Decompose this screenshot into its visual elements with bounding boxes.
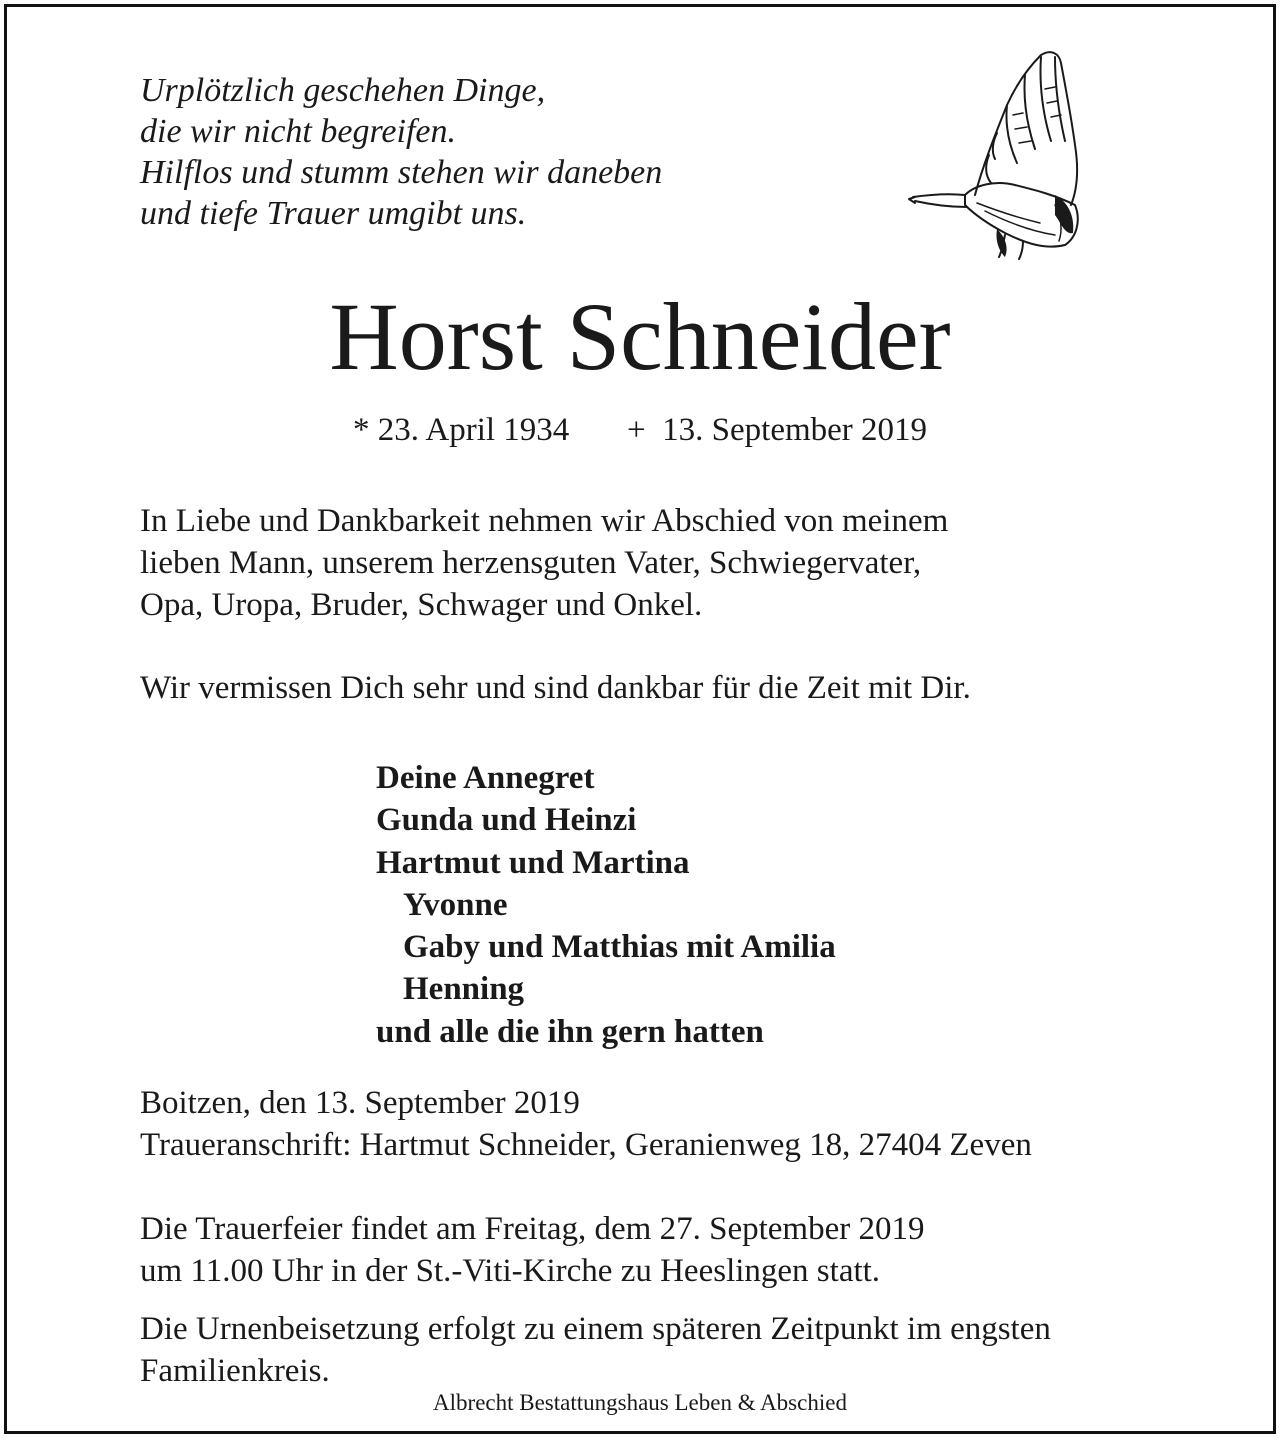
mourning-address: Traueranschrift: Hartmut Schneider, Geranienweg 18, 27404 Zeven — [140, 1127, 1032, 1163]
family-line: Gaby und Matthias mit Amilia — [403, 929, 836, 966]
place-and-address — [140, 1082, 1032, 1166]
closing-line — [140, 667, 971, 709]
family-line: und alle die ihn gern hatten — [376, 1013, 764, 1050]
burial-line: Die Urnenbeisetzung erfolgt zu einem späteren Zeitpunkt im engsten — [140, 1311, 1051, 1347]
poem-line: Urplötzlich geschehen Dinge, — [140, 72, 546, 109]
family-line: Yvonne — [403, 886, 508, 923]
poem-line: die wir nicht begreifen. — [140, 113, 457, 150]
date-spacer — [569, 412, 627, 448]
life-dates — [0, 408, 1280, 452]
poem — [140, 70, 662, 234]
birth-date: * 23. April 1934 — [352, 412, 570, 448]
poem-line: und tiefe Trauer umgibt uns. — [140, 195, 527, 232]
message-line: lieben Mann, unserem herzensguten Vater, Schwiegervater, — [140, 545, 922, 581]
poem-line: Hilflos und stumm stehen wir daneben — [140, 154, 663, 191]
funeral-home: Albrecht Bestattungshaus Leben & Abschied — [433, 1390, 847, 1415]
family-line: Henning — [403, 971, 525, 1008]
burial-info — [140, 1308, 1051, 1392]
family-signatures — [376, 757, 836, 1053]
burial-line: Familienkreis. — [140, 1353, 330, 1389]
death-date: + 13. September 2019 — [627, 412, 928, 448]
ceremony-line: Die Trauerfeier findet am Freitag, dem 27. September 2019 — [140, 1211, 925, 1247]
family-line: Deine Annegret — [376, 760, 595, 796]
ceremony-info — [140, 1208, 924, 1292]
family-line: Gunda und Heinzi — [376, 802, 637, 839]
place-date: Boitzen, den 13. September 2019 — [140, 1085, 580, 1121]
message-line: In Liebe und Dankbarkeit nehmen wir Abschied von meinem — [140, 503, 949, 539]
closing-text: Wir vermissen Dich sehr und sind dankbar für die Zeit mit Dir. — [140, 670, 971, 706]
farewell-message — [140, 500, 948, 626]
family-line: Hartmut und Martina — [376, 844, 690, 881]
deceased-name: Horst Schneider — [329, 283, 951, 390]
message-line: Opa, Uropa, Bruder, Schwager und Onkel. — [140, 587, 703, 623]
praying-hands-icon — [905, 45, 1095, 260]
ceremony-line: um 11.00 Uhr in der St.-Viti-Kirche zu Heeslingen statt. — [140, 1253, 881, 1289]
